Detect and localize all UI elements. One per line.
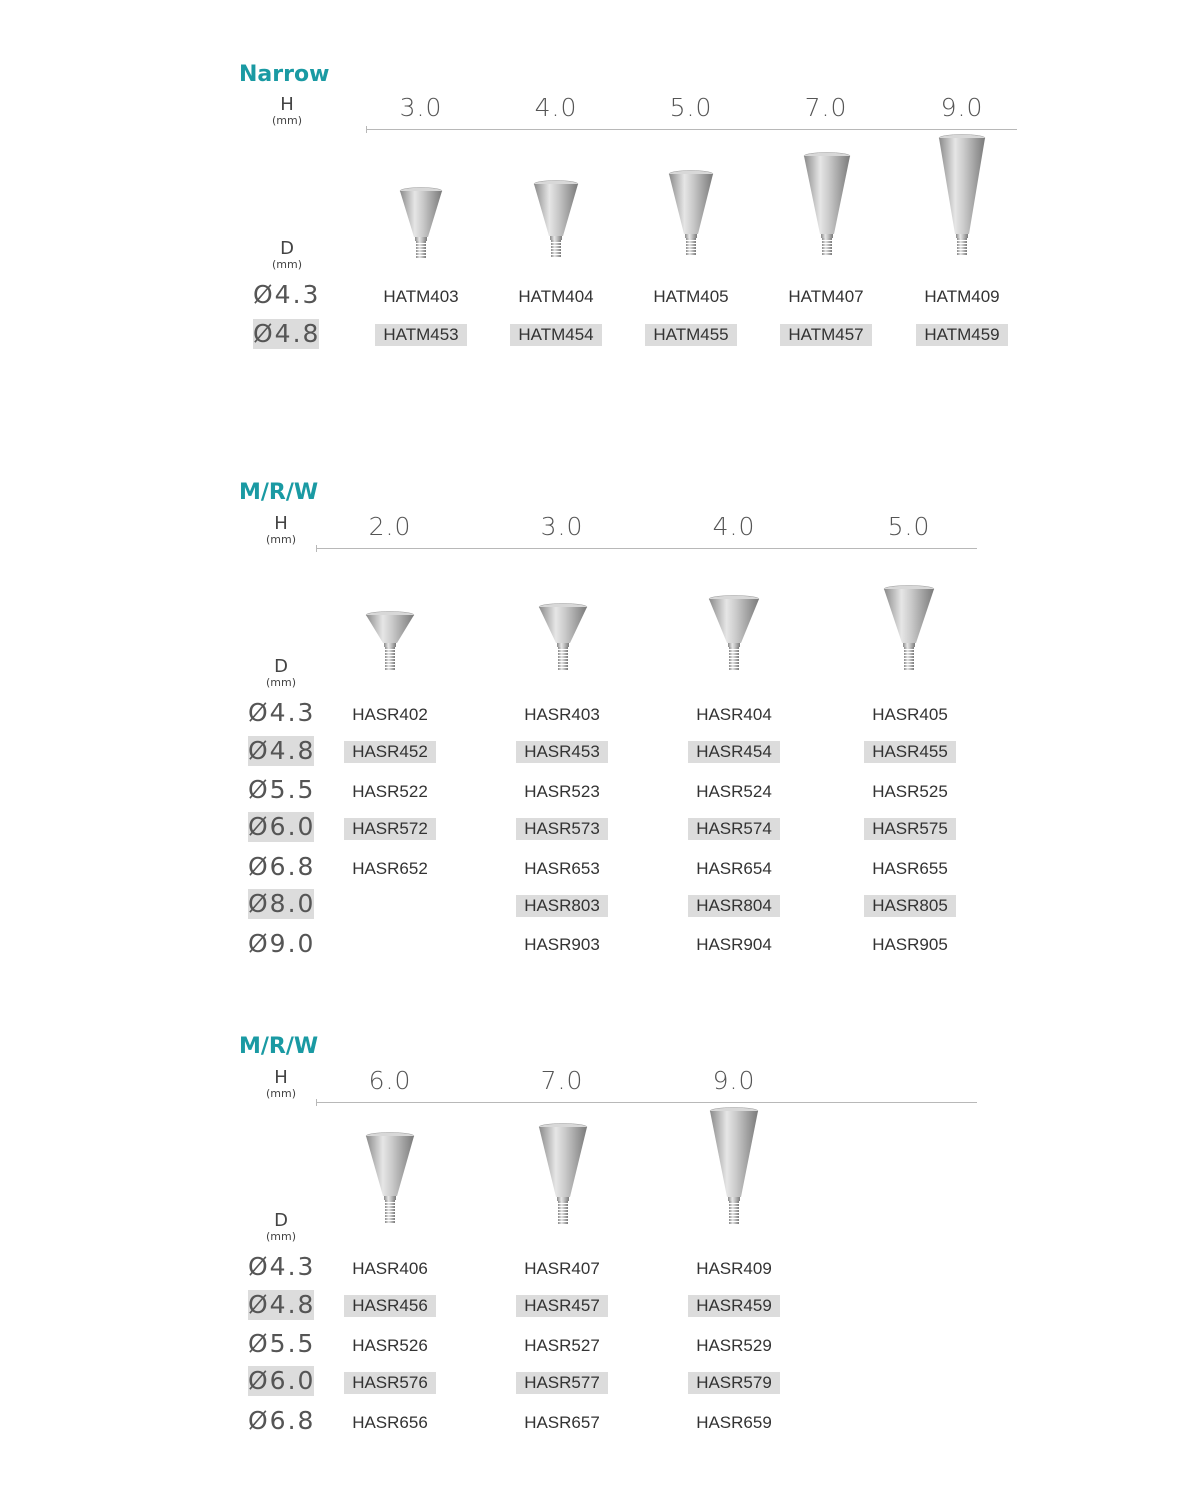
product-code: HASR575 [855,818,965,840]
product-code: HASR657 [524,1413,600,1432]
product-code: HASR524 [696,782,772,801]
product-code: HASR574 [679,818,789,840]
product-code: HASR653 [524,859,600,878]
product-code: HATM454 [501,324,611,346]
product-code: HASR402 [352,705,428,724]
product-code: HASR405 [872,705,948,724]
healing-abutment-image [799,152,855,260]
height-value: 5.0 [669,93,713,122]
healing-abutment-image [534,603,592,673]
diameter-value: Ø5.5 [248,1329,316,1358]
height-value: 5.0 [887,512,931,541]
height-value: 3.0 [399,93,443,122]
product-code: HASR905 [872,935,948,954]
diameter-value: Ø6.8 [248,852,316,881]
product-code: HASR403 [524,705,600,724]
product-code: HASR904 [696,935,772,954]
height-axis-line [316,548,977,549]
diameter-value: Ø9.0 [248,929,316,958]
diameter-axis-label: D (mm) [265,1210,296,1243]
product-code: HASR577 [507,1372,617,1394]
product-code: HATM404 [518,287,594,306]
product-code [335,934,445,954]
height-value: 4.0 [534,93,578,122]
diameter-value: Ø4.3 [248,698,316,727]
height-axis-line [316,1102,977,1103]
height-axis-label: H (mm) [265,1067,296,1100]
diameter-value: Ø4.8 [248,736,316,765]
product-code: HASR656 [352,1413,428,1432]
healing-abutment-image [395,187,447,263]
height-axis-label: H (mm) [271,94,302,127]
product-code: HASR455 [855,741,965,763]
height-value: 4.0 [712,512,756,541]
product-code: HASR453 [507,741,617,763]
product-code: HASR409 [696,1259,772,1278]
diameter-value: Ø6.0 [248,1366,316,1395]
healing-abutment-image [534,1123,592,1227]
product-code: HASR452 [335,741,445,763]
healing-abutment-image [361,611,419,673]
product-code: HASR459 [679,1295,789,1317]
healing-abutment-image [664,170,718,260]
product-code: HASR805 [855,895,965,917]
product-code: HASR652 [352,859,428,878]
product-code: HASR903 [524,935,600,954]
product-code: HASR659 [696,1413,772,1432]
product-code: HASR655 [872,859,948,878]
diameter-value: Ø4.8 [253,319,321,348]
product-code: HASR526 [352,1336,428,1355]
product-code: HASR803 [507,895,617,917]
product-code: HASR573 [507,818,617,840]
height-value: 9.0 [712,1066,756,1095]
diameter-axis-label: D (mm) [271,238,302,271]
diameter-value: Ø6.0 [248,812,316,841]
section-title: Narrow [239,62,330,87]
height-value: 2.0 [368,512,412,541]
product-code: HASR406 [352,1259,428,1278]
height-value: 7.0 [540,1066,584,1095]
healing-abutment-image [705,1107,763,1227]
product-code: HASR804 [679,895,789,917]
healing-abutment-image [361,1132,419,1226]
product-code: HASR454 [679,741,789,763]
diameter-value: Ø4.3 [253,280,321,309]
height-value: 6.0 [368,1066,412,1095]
product-code: HATM453 [366,324,476,346]
section-title: M/R/W [239,480,319,505]
product-code: HASR527 [524,1336,600,1355]
product-code [335,895,445,915]
healing-abutment-image [879,585,939,673]
height-axis-label: H (mm) [265,513,296,546]
diameter-value: Ø4.3 [248,1252,316,1281]
height-axis-line [366,129,1017,130]
diameter-axis-label: D (mm) [265,656,296,689]
product-code: HATM409 [924,287,1000,306]
product-code: HASR404 [696,705,772,724]
product-code: HATM405 [653,287,729,306]
product-code: HASR525 [872,782,948,801]
product-code: HASR576 [335,1372,445,1394]
product-code: HASR457 [507,1295,617,1317]
product-code: HASR572 [335,818,445,840]
product-code: HATM403 [383,287,459,306]
product-code: HASR529 [696,1336,772,1355]
diameter-value: Ø4.8 [248,1290,316,1319]
product-code: HASR579 [679,1372,789,1394]
product-code: HASR407 [524,1259,600,1278]
product-code: HATM455 [636,324,746,346]
healing-abutment-image [934,134,990,260]
diameter-value: Ø8.0 [248,889,316,918]
height-value: 7.0 [804,93,848,122]
product-code: HATM457 [771,324,881,346]
section-title: M/R/W [239,1034,319,1059]
healing-abutment-image [704,595,764,673]
diameter-value: Ø5.5 [248,775,316,804]
product-code: HASR456 [335,1295,445,1317]
product-code: HATM407 [788,287,864,306]
height-value: 9.0 [940,93,984,122]
product-code: HASR523 [524,782,600,801]
diameter-value: Ø6.8 [248,1406,316,1435]
product-code: HASR522 [352,782,428,801]
healing-abutment-image [529,180,583,262]
height-value: 3.0 [540,512,584,541]
product-code: HASR654 [696,859,772,878]
product-code: HATM459 [907,324,1017,346]
